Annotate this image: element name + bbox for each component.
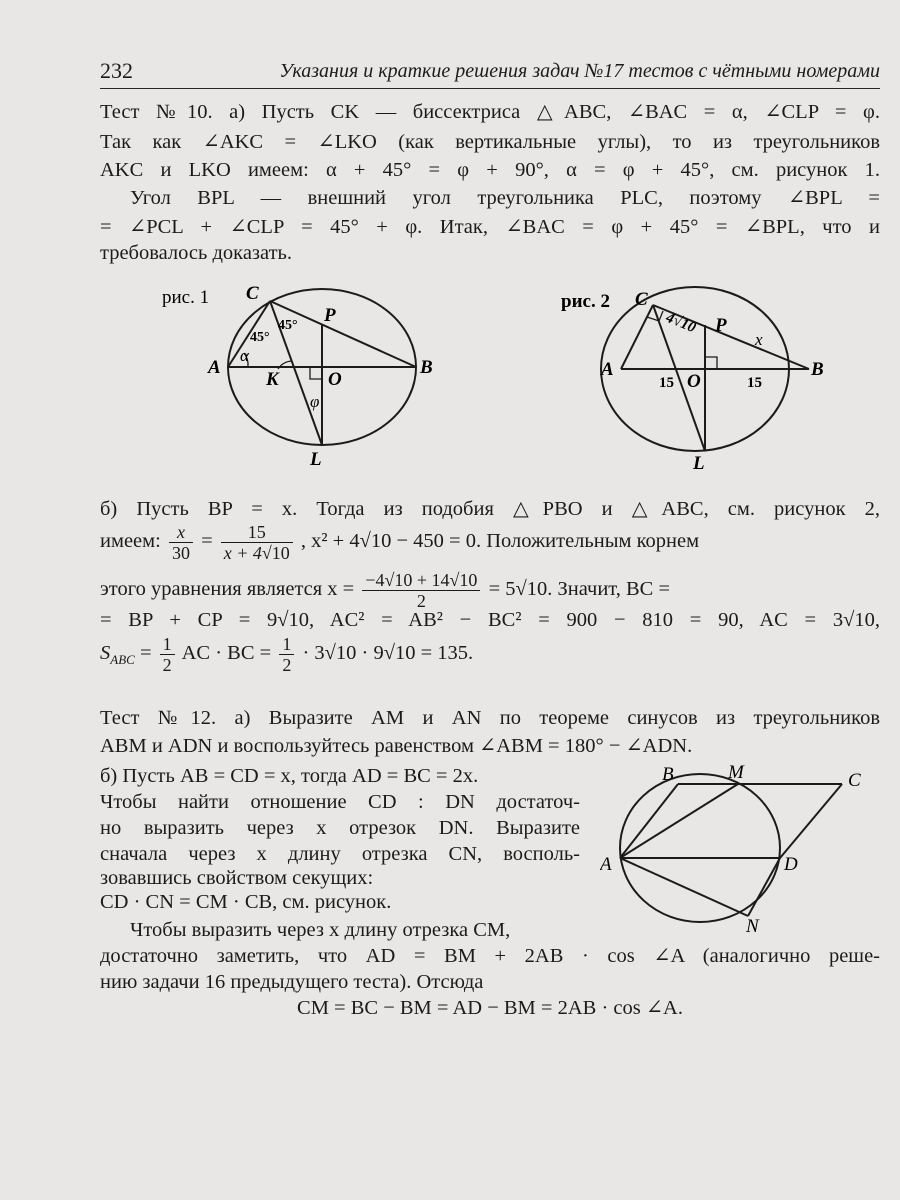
fig3-point-B: B [662, 764, 674, 785]
text: , x² + 4√10 − 450 = 0. Положительным корнем [300, 530, 700, 552]
test10-b-line-5 [100, 630, 880, 676]
fig1-point-A: A [208, 357, 221, 378]
test10-b-line-1: б) Пусть BP = x. Тогда из подобия △PBO и △ABC, см. рисунок 2, [100, 498, 880, 520]
fraction [221, 522, 293, 563]
fig1-point-P: P [324, 305, 336, 326]
numerator: 15 [221, 522, 293, 543]
test12-line-1: Тест №12. а) Выразите AM и AN по теореме синусов из треугольников [100, 707, 880, 729]
area-subscript: ABC [110, 652, 135, 668]
fig1-phi: φ [310, 392, 320, 411]
text: = 5√10. Значит, BC = [488, 578, 670, 600]
fig1-angle-45b: 45° [278, 318, 298, 333]
test12-line-9: Чтобы выразить через x длину отрезка CM, [130, 919, 511, 941]
test12-line-4: Чтобы найти отношение CD : DN достаточ- [100, 791, 580, 813]
text: AC · BC = [181, 642, 272, 664]
fig2-point-C: C [635, 289, 648, 310]
fig1-point-O: O [328, 369, 342, 390]
test12-line-10: достаточно заметить, что AD = BM + 2AB · cos ∠A (аналогично реше- [100, 945, 880, 967]
fig2-point-A: A [601, 359, 614, 380]
fig2-label-ob: 15 [747, 375, 762, 391]
test10-line-6: требовалось доказать. [100, 242, 293, 264]
fig1-point-L: L [310, 449, 322, 470]
denominator: 30 [171, 542, 190, 563]
test10-line-1: Тест №10. а) Пусть CK — биссектриса △ABC, ∠BAC = α, ∠CLP = φ. [100, 101, 880, 123]
test10-b-line-4: = BP + CP = 9√10, AC² = AB² − BC² = 900 − 810 = 90, AC = 3√10, [100, 609, 880, 631]
fig3-point-A: A [600, 854, 612, 875]
fig1-alpha: α [240, 346, 249, 365]
fig2-label-ao: 15 [659, 375, 674, 391]
test12-line-3: б) Пусть AB = CD = x, тогда AD = BC = 2x. [100, 765, 479, 787]
text: · 3√10 · 9√10 = 135. [302, 642, 474, 664]
numerator: 1 [160, 634, 175, 655]
test12-line-2: ABM и ADN и воспользуйтесь равенством ∠ABM = 180° − ∠ADN. [100, 735, 693, 757]
numerator: x [169, 522, 193, 543]
denominator: 2 [282, 654, 292, 675]
fig1-caption: рис. 1 [162, 287, 210, 308]
fig1-point-K: K [266, 369, 279, 390]
fraction [362, 570, 480, 611]
figure-1 [150, 283, 450, 473]
fig2-point-L: L [693, 453, 705, 473]
den-part: x + 4 [223, 542, 262, 563]
fig2-point-P: P [715, 315, 727, 336]
test12-line-12: CM = BC − BM = AD − BM = 2AB · cos ∠A. [297, 997, 683, 1019]
fig1-point-C: C [246, 283, 259, 304]
page-header [100, 58, 880, 89]
fig2-label-x: x [755, 330, 763, 349]
test10-line-4: Угол BPL — внешний угол треугольника PLC, поэтому ∠BPL = [130, 187, 880, 209]
numerator: −4√10 + 14√10 [362, 570, 480, 591]
fraction [160, 634, 175, 675]
fig1-point-B: B [420, 357, 433, 378]
fraction [279, 634, 294, 675]
running-title: Указания и краткие решения задач №17 тестов с чётными номерами [279, 60, 880, 82]
fig2-point-B: B [811, 359, 824, 380]
test12-line-7: зовавшись свойством секущих: [100, 867, 374, 889]
fig1-angle-45a: 45° [250, 330, 270, 345]
test12-line-8: CD · CN = CM · CB, см. рисунок. [100, 891, 392, 913]
figure-2 [555, 283, 855, 473]
test10-b-line-2 [100, 516, 880, 566]
text: имеем: [100, 530, 161, 552]
equals: = [139, 642, 152, 664]
fig3-point-N: N [746, 916, 759, 935]
area-symbol: S [100, 642, 111, 664]
test10-line-2: Так как ∠AKC = ∠LKO (как вертикальные углы), то из треугольников [100, 131, 880, 153]
denominator: x + 4√10 [223, 542, 290, 563]
fig3-point-C: C [848, 770, 861, 791]
fig3-point-D: D [784, 854, 798, 875]
denominator: 2 [416, 590, 426, 611]
fig3-point-M: M [728, 762, 744, 783]
text: этого уравнения является x = [100, 578, 355, 600]
fig2-label-cp: 4√10 [663, 309, 698, 337]
denominator: 2 [162, 654, 172, 675]
test12-line-6: сначала через x длину отрезка CN, восполь- [100, 843, 580, 865]
test10-line-5: = ∠PCL + ∠CLP = 45° + φ. Итак, ∠BAC = φ + 45° = ∠BPL, что и [100, 216, 880, 238]
fig2-point-O: O [687, 371, 701, 392]
test10-line-3: AKC и LKO имеем: α + 45° = φ + 90°, α = φ + 45°, см. рисунок 1. [100, 159, 880, 181]
equals: = [201, 530, 213, 552]
test12-line-11: нию задачи 16 предыдущего теста). Отсюда [100, 971, 484, 993]
numerator: 1 [279, 634, 294, 655]
test12-line-5: но выразить через x отрезок DN. Выразите [100, 817, 580, 839]
figure-3 [600, 760, 890, 935]
page-number: 232 [100, 58, 133, 83]
fraction [169, 522, 193, 563]
radicand: 10 [271, 542, 290, 563]
fig2-caption: рис. 2 [561, 291, 610, 312]
